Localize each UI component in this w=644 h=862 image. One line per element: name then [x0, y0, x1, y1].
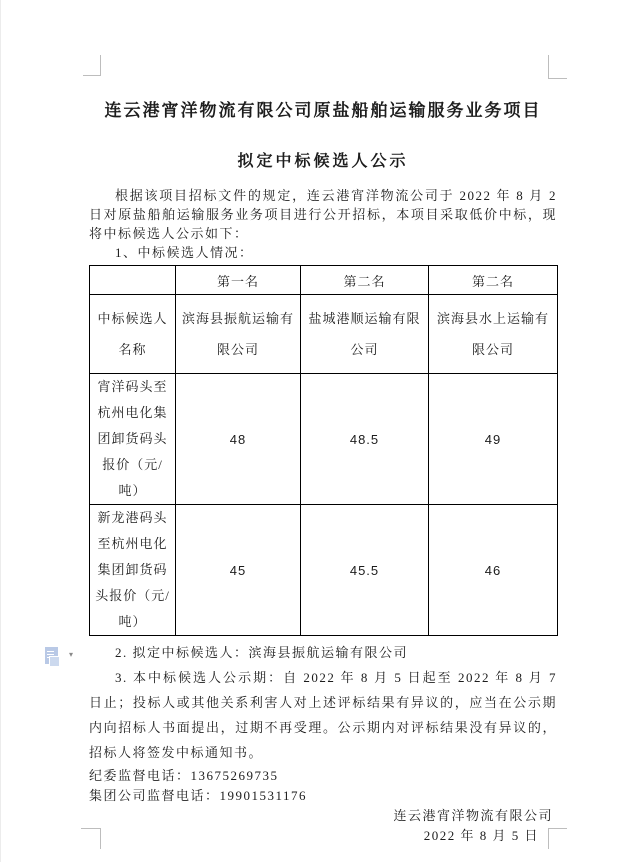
group-phone-line: 集团公司监督电话：19901531176: [89, 788, 308, 803]
row-label-price-xinlonggang: 新龙港码头至杭州电化集团卸货码头报价（元/吨）: [90, 505, 176, 636]
table-corner-cell: [90, 266, 176, 295]
price-cell: 49: [429, 374, 558, 505]
signature-date: 2022 年 8 月 5 日: [423, 828, 539, 843]
document-title-line2: 拟定中标候选人公示: [237, 153, 409, 170]
candidate-name-cell: 盐城港顺运输有限公司: [301, 295, 429, 374]
item2-line: 2. 拟定中标候选人：滨海县振航运输有限公司: [115, 645, 409, 660]
table-row-candidate-names: [90, 295, 558, 374]
table-header-rank3: 第二名: [429, 266, 558, 295]
table-header-rank2: 第二名: [301, 266, 429, 295]
price-cell: 48.5: [301, 374, 429, 505]
bid-candidates-table: [89, 265, 558, 636]
table-row-price-xinlonggang: [90, 505, 558, 636]
table-row-price-xiaoyang: [90, 374, 558, 505]
price-cell: 46: [429, 505, 558, 636]
table-header-row: [90, 266, 558, 295]
item3-paragraph: 3. 本中标候选人公示期：自 2022 年 8 月 5 日起至 2022 年 8 月 7 日止；投标人或其他关系利害人对上述评标结果有异议的，应当在公示期内向招标人书面提出，过期不再受理。公示期内对评标结果没有异议的，招标人将签发中标通知书。: [89, 670, 557, 760]
chevron-down-icon[interactable]: ▾: [69, 650, 74, 659]
candidate-name-cell: 滨海县振航运输有限公司: [176, 295, 301, 374]
discipline-phone-line: 纪委监督电话：13675269735: [89, 768, 279, 783]
signature-company: 连云港宵洋物流有限公司: [393, 808, 553, 823]
item1-heading: 1、中标候选人情况：: [115, 245, 254, 260]
paste-options-icon[interactable]: [45, 647, 58, 664]
paste-options-button[interactable]: [45, 647, 73, 664]
price-cell: 48: [176, 374, 301, 505]
row-label-candidate-name: 中标候选人名称: [90, 295, 176, 374]
row-label-price-xiaoyang: 宵洋码头至杭州电化集团卸货码头报价（元/吨）: [90, 374, 176, 505]
document-title-line1: 连云港宵洋物流有限公司原盐船舶运输服务业务项目: [104, 101, 542, 120]
price-cell: 45.5: [301, 505, 429, 636]
table-header-rank1: 第一名: [176, 266, 301, 295]
margin-cropmark-top-left: [83, 55, 101, 76]
candidate-name-cell: 滨海县水上运输有限公司: [429, 295, 558, 374]
intro-paragraph: 根据该项目招标文件的规定，连云港宵洋物流公司于 2022 年 8 月 2 日对原盐船舶运输服务业务项目进行公开招标，本项目采取低价中标，现将中标候选人公示如下：: [89, 188, 557, 241]
document-content: [89, 95, 557, 846]
price-cell: 45: [176, 505, 301, 636]
margin-cropmark-top-right: [548, 55, 567, 79]
